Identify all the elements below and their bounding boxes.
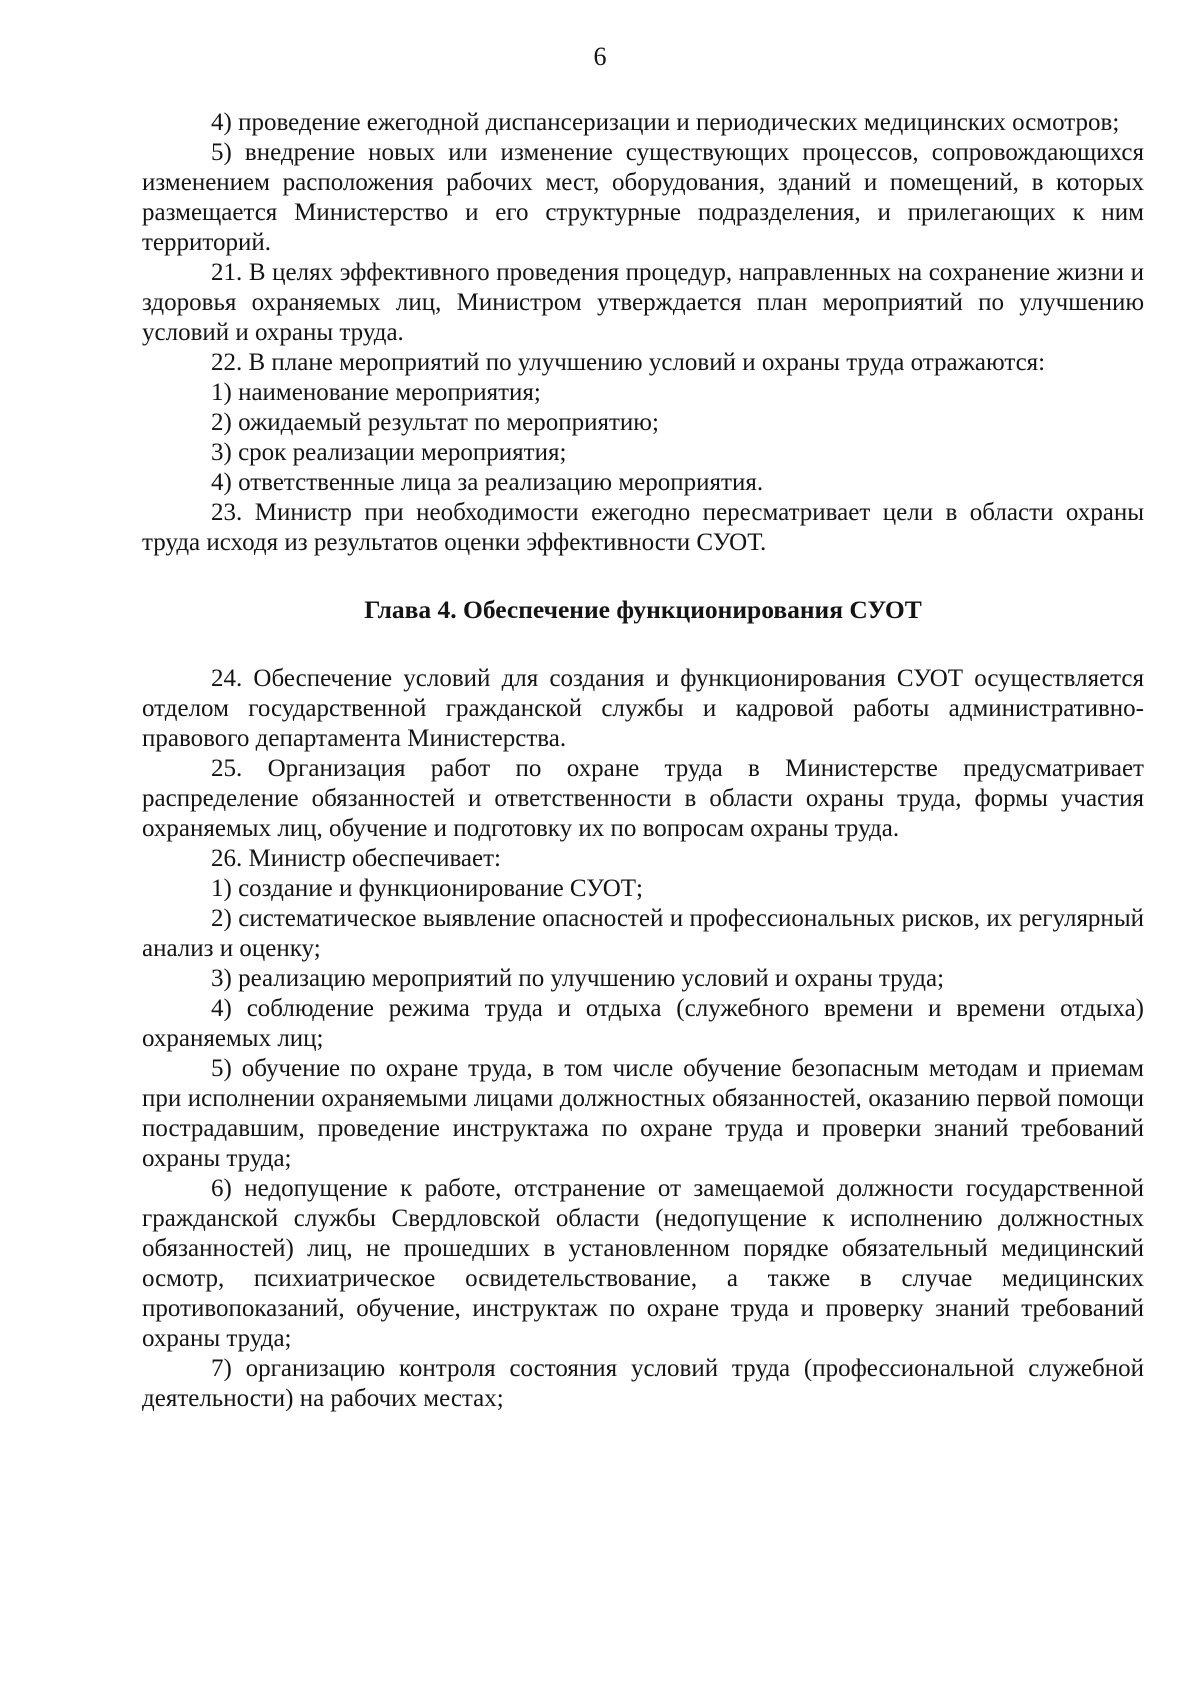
list-item-1: 1) наименование мероприятия; (211, 379, 541, 406)
paragraph-26: 26. Министр обеспечивает: (211, 845, 501, 872)
duty-item-4: 4) соблюдение режима труда и отдыха (служебного времени и времени отдыха) охраняемых лиц; (142, 995, 1144, 1052)
duty-item-3: 3) реализацию мероприятий по улучшению условий и охраны труда; (211, 965, 945, 992)
duty-item-2: 2) систематическое выявление опасностей и профессиональных рисков, их регулярный анализ и оценку; (142, 905, 1144, 962)
duty-item-5: 5) обучение по охране труда, в том числе обучение безопасным методам и приемам при исполнении охраняемыми лицами должностных обязанностей, оказанию первой помощи пострадавшим, проведение инструктажа по охране труда и проверки знаний требований охраны труда; (142, 1055, 1144, 1172)
paragraph-24: 24. Обеспечение условий для создания и функционирования СУОТ осуществляется отделом государственной гражданской службы и кадровой работы административно-правового департамента Министерства. (142, 665, 1144, 752)
paragraph-25: 25. Организация работ по охране труда в Министерстве предусматривает распределение обязанностей и ответственности в области охраны труда, формы участия охраняемых лиц, обучение и подготовку их по вопросам охраны труда. (142, 755, 1144, 842)
paragraph-22: 22. В плане мероприятий по улучшению условий и охраны труда отражаются: (211, 349, 1046, 376)
duty-item-1: 1) создание и функционирование СУОТ; (211, 875, 644, 902)
paragraph-item-5-process-changes: 5) внедрение новых или изменение существующих процессов, сопровождающихся изменением расположения рабочих мест, оборудования, зданий и помещений, в которых размещается Министерство и его структурные подразделения, и прилегающих к ним территорий. (142, 139, 1144, 256)
paragraph-item-4-medical-exams: 4) проведение ежегодной диспансеризации и периодических медицинских осмотров; (211, 109, 1120, 136)
duty-item-7: 7) организацию контроля состояния условий труда (профессиональной служебной деятельности) на рабочих местах; (142, 1355, 1144, 1412)
list-item-3: 3) срок реализации мероприятия; (211, 439, 567, 466)
chapter-heading: Глава 4. Обеспечение функционирования СУОТ (364, 595, 922, 624)
duty-item-6: 6) недопущение к работе, отстранение от замещаемой должности государственной гражданской службы Свердловской области (недопущение к исполнению должностных обязанностей) лиц, не прошедших в установленном порядке обязательный медицинский осмотр, психиатрическое освидетельствование, а также в случае медицинских противопоказаний, обучение, инструктаж по охране труда и проверку знаний требований охраны труда; (142, 1175, 1144, 1352)
page-number: 6 (593, 42, 607, 71)
list-item-4: 4) ответственные лица за реализацию мероприятия. (211, 469, 764, 496)
paragraph-21: 21. В целях эффективного проведения процедур, направленных на сохранение жизни и здоровья охраняемых лиц, Министром утверждается план мероприятий по улучшению условий и охраны труда. (142, 259, 1144, 346)
document-body (142, 108, 1144, 1414)
paragraph-23: 23. Министр при необходимости ежегодно пересматривает цели в области охраны труда исходя из результатов оценки эффективности СУОТ. (142, 499, 1144, 556)
list-item-2: 2) ожидаемый результат по мероприятию; (211, 409, 659, 436)
